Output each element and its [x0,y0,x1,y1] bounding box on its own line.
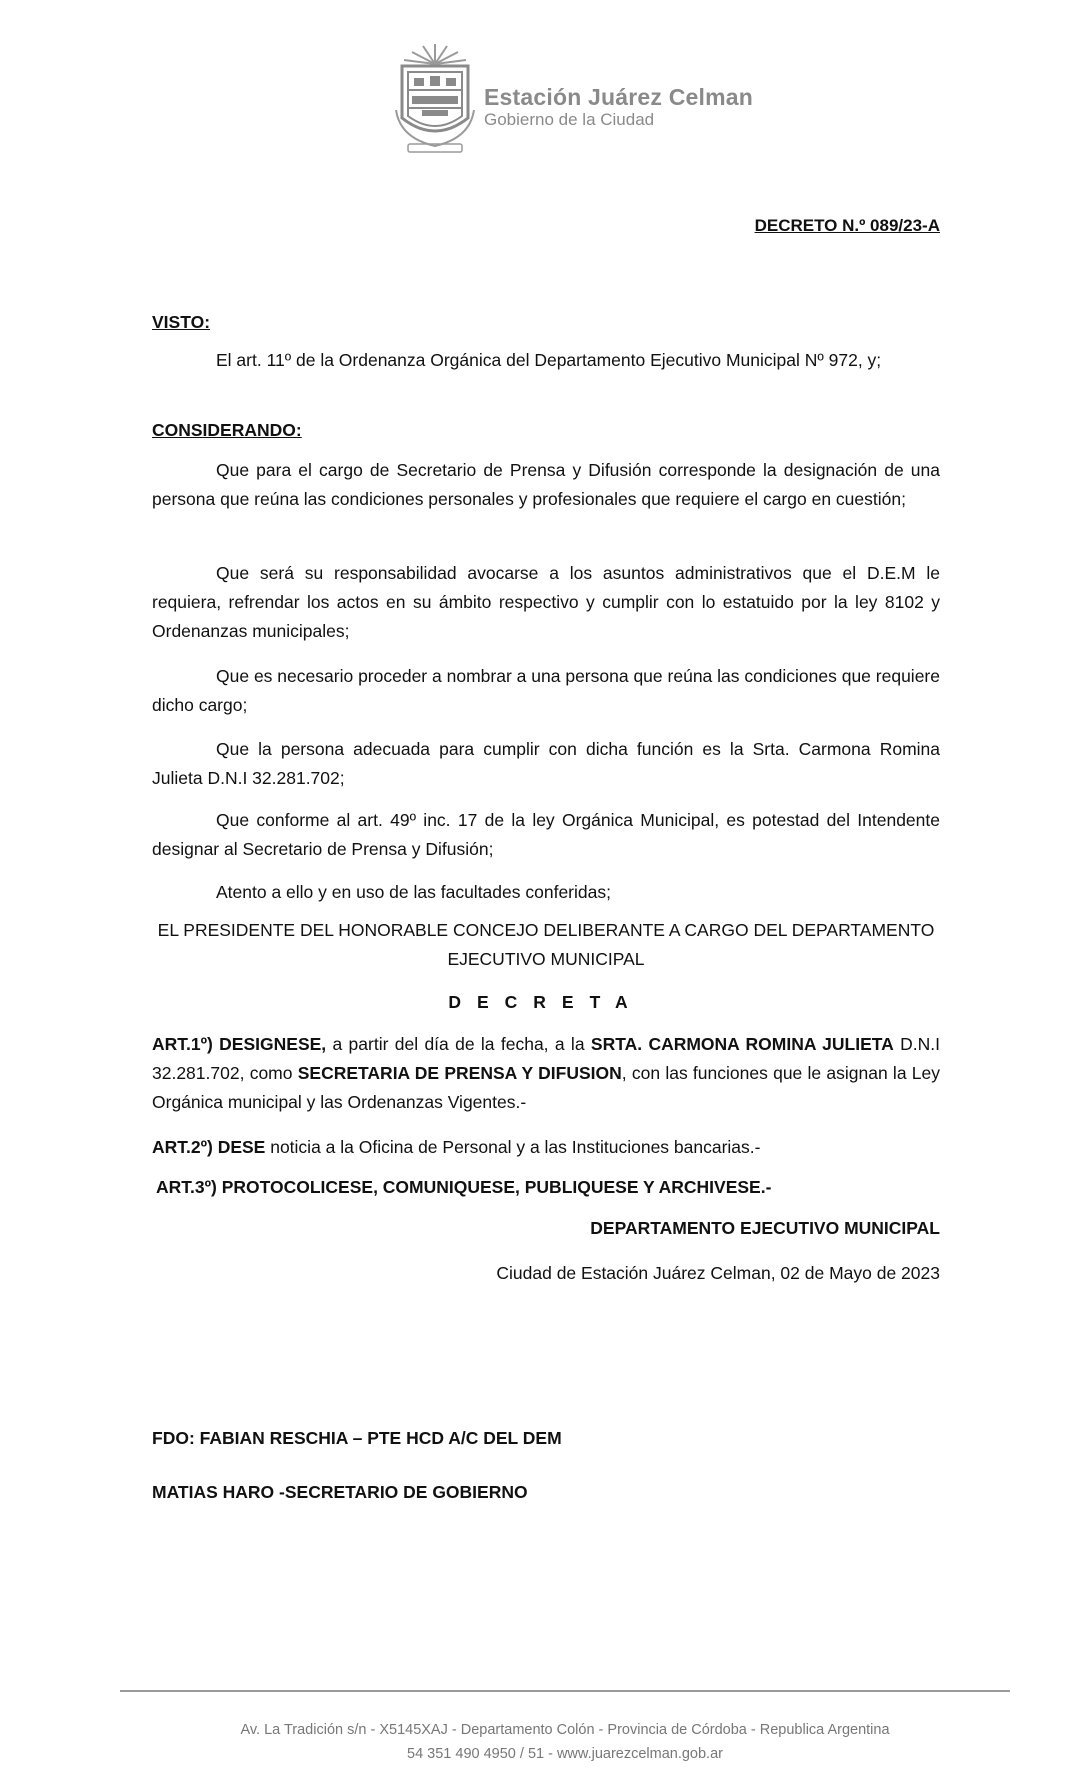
footer-address: Av. La Tradición s/n - X5145XAJ - Departamento Colón - Provincia de Córdoba - Republica Argentina [240,1722,890,1738]
article-1-text: a partir del día de la fecha, a la [326,1034,591,1054]
considerando-section [152,416,940,445]
article-1 [152,1030,940,1117]
article-1-text: D.N.I 32.281.702, como [152,1034,940,1083]
article-1-role: SECRETARIA DE PRENSA Y DIFUSION [297,1063,622,1083]
decree-number: DECRETO N.º 089/23-A [754,216,940,235]
considerando-heading: CONSIDERANDO: [152,420,302,440]
visto-heading: VISTO: [152,312,211,332]
municipal-crest-icon [390,40,480,156]
considerando-paragraph: Que será su responsabilidad avocarse a los asuntos administrativos que el D.E.M le requiera, refrendar los actos en su ámbito respectivo y cumplir con lo estatuido por la ley 8102 y Ordenanzas municipales; [152,563,940,641]
article-1-name: SRTA. CARMONA ROMINA JULIETA [590,1034,894,1054]
authority-block [152,916,940,974]
visto-section [152,308,940,337]
considerando-paragraph: Que conforme al art. 49º inc. 17 de la ley Orgánica Municipal, es potestad del Intendente designar al Secretario de Prensa y Difusión; [152,810,940,859]
organization-subtitle: Gobierno de la Ciudad [484,110,655,129]
article-2-label: ART.2º) DESE [152,1137,266,1157]
place-date: Ciudad de Estación Juárez Celman, 02 de Mayo de 2023 [496,1263,940,1283]
decreta-heading: DECRETA [448,992,644,1012]
footer-contact: 54 351 490 4950 / 51 - www.juarezcelman.gob.ar [407,1746,723,1762]
department-name: DEPARTAMENTO EJECUTIVO MUNICIPAL [590,1218,940,1238]
article-2 [152,1133,940,1162]
authority-line: EL PRESIDENTE DEL HONORABLE CONCEJO DELIBERANTE A CARGO DEL DEPARTAMENTO [157,920,935,940]
considerando-paragraph: Que es necesario proceder a nombrar a una persona que reúna las condiciones que requiere dicho cargo; [152,666,940,715]
considerando-paragraph: Que la persona adecuada para cumplir con dicha función es la Srta. Carmona Romina Julieta D.N.I 32.281.702; [152,739,940,788]
article-2-text: noticia a la Oficina de Personal y a las Instituciones bancarias.- [265,1137,761,1157]
footer-divider [120,1690,1010,1692]
letterhead [390,40,790,160]
signature-line: MATIAS HARO -SECRETARIO DE GOBIERNO [152,1482,528,1502]
considerando-paragraph: Atento a ello y en uso de las facultades conferidas; [216,882,611,902]
organization-name: Estación Juárez Celman [484,84,754,110]
article-1-text: , con las funciones que le asignan la Ley Orgánica municipal y las Ordenanzas Vigentes.- [152,1063,941,1112]
signature-line: FDO: FABIAN RESCHIA – PTE HCD A/C DEL DEM [152,1428,562,1448]
considerando-paragraph: Que para el cargo de Secretario de Prensa y Difusión corresponde la designación de una persona que reúna las condiciones personales y profesionales que requiere el cargo en cuestión; [152,460,940,509]
authority-line: EJECUTIVO MUNICIPAL [447,949,645,969]
visto-text: El art. 11º de la Ordenanza Orgánica del Departamento Ejecutivo Municipal Nº 972, y; [216,350,882,370]
article-1-label: ART.1º) DESIGNESE, [152,1034,327,1054]
article-3: ART.3º) PROTOCOLICESE, COMUNIQUESE, PUBLIQUESE Y ARCHIVESE.- [156,1177,772,1197]
